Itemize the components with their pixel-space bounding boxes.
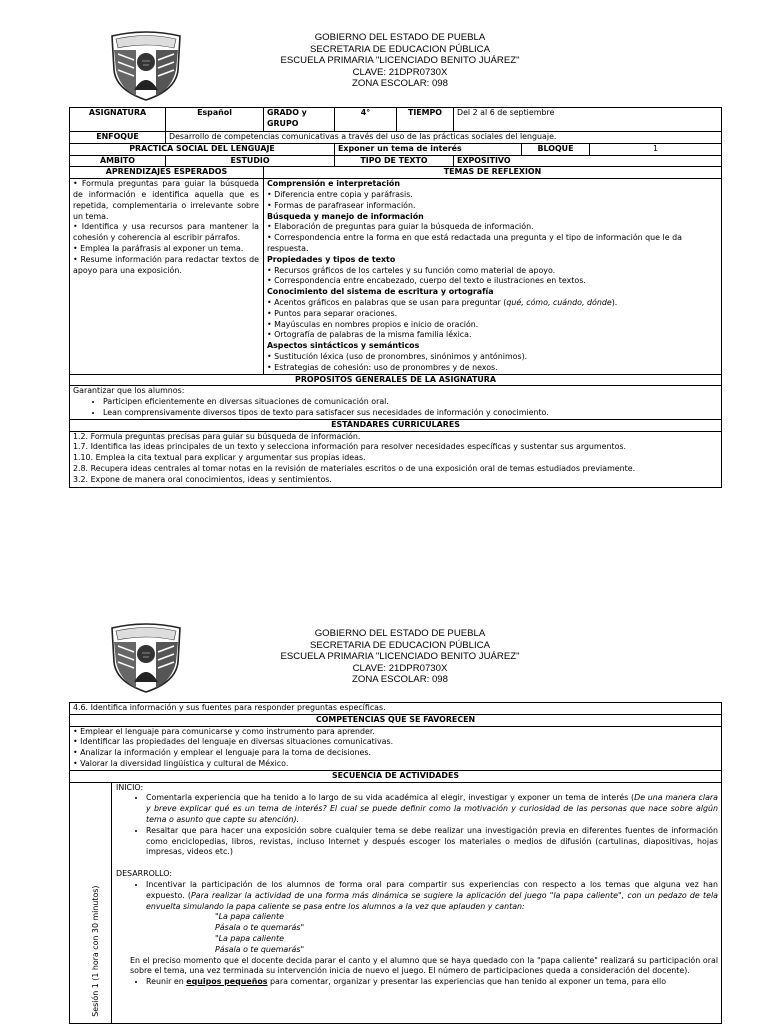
tema-item: • Correspondencia entre la forma en que está redactada una pregunta y el tipo de información que le da respuesta.	[267, 233, 682, 253]
estandar-item: 1.2. Formula preguntas precisas para guiar su búsqueda de información.	[73, 431, 361, 441]
asignatura-value: Español	[166, 108, 264, 132]
header-line-clave: CLAVE: 21DPR0730X	[352, 662, 448, 674]
propositos-label: PROPOSITOS GENERALES DE LA ASIGNATURA	[70, 374, 722, 386]
desarrollo-list-2	[116, 977, 718, 988]
tema-item: • Elaboración de preguntas para guiar la búsqueda de información.	[267, 222, 534, 232]
ambito-label: ÁMBITO	[70, 155, 166, 167]
header-line-secretaria: SECRETARIA DE EDUCACION PÚBLICA	[309, 43, 490, 55]
aprendizaje-item: • Identifica y usa recursos para mantener la cohesión y coherencia al escribir párrafos.	[73, 222, 259, 243]
aprendizajes-list	[70, 179, 264, 374]
inicio-label: INICIO:	[116, 782, 144, 792]
competencia-item: • Identificar las propiedades del lenguaje en diversas situaciones comunicativas.	[73, 737, 394, 747]
tema-heading: Aspectos sintácticos y semánticos	[267, 341, 420, 351]
tema-heading: Propiedades y tipos de texto	[267, 254, 396, 264]
tema-item-acentos: • Acentos gráficos en palabras que se usan para preguntar (	[267, 297, 507, 307]
inicio-item: • Resaltar que para hacer una exposición sobre cualquier tema se debe realizar una investigación previa en diferentes fuentes de información como enciclopedias, libros, revistas, incluso Internet y después escoger los materiales o medios de difusión (cartulinas, diapositivas, hojas impresas, videos etc.)	[146, 826, 718, 858]
tema-item: • Puntos para separar oraciones.	[267, 308, 398, 318]
grado-label: GRADO y GRUPO	[264, 108, 335, 132]
inicio-item	[146, 793, 718, 825]
header-line-gobierno: GOBIERNO DEL ESTADO DE PUEBLA	[314, 32, 486, 43]
page-2	[0, 592, 768, 1017]
bloque-label: BLOQUE	[522, 143, 590, 155]
propositos-intro: Garantizar que los alumnos:	[73, 386, 185, 396]
page-2-header	[0, 592, 768, 692]
competencia-item: • Analizar la información y emplear el lenguaje para la toma de decisiones.	[73, 748, 371, 758]
inicio-list	[116, 793, 718, 858]
tema-item	[267, 298, 718, 309]
tipo-value: EXPOSITIVO	[454, 155, 722, 167]
competencia-item: • Valorar la diversidad lingüística y cultural de México.	[73, 758, 289, 768]
estandar-extra: 4.6. Identifica información y sus fuentes para responder preguntas específicas.	[70, 703, 722, 715]
tema-item: • Formas de parafrasear información.	[267, 200, 416, 210]
estandares-list	[70, 431, 722, 487]
header-line-escuela: ESCUELA PRIMARIA "LICENCIADO BENITO JUÁREZ"	[280, 55, 520, 67]
desarrollo-label: DESARROLLO:	[116, 869, 173, 879]
estandar-item: 1.7. Identifica las ideas principales de un texto y selecciona información para resolver necesidades específicas y sustentar sus argumentos.	[73, 442, 627, 452]
estandar-item: 2.8. Recupera ideas centrales al tomar notas en la revisión de materiales escritos o de una exposición oral de temas estudiados previamente.	[73, 463, 636, 473]
estandar-item: 3.2. Expone de manera oral conocimientos, ideas y sentimientos.	[73, 474, 332, 484]
ambito-value: ESTUDIO	[166, 155, 335, 167]
competencias-list	[70, 726, 722, 770]
header-line-gobierno: GOBIERNO DEL ESTADO DE PUEBLA	[314, 628, 486, 639]
desarrollo-paragraph: En el preciso momento que el docente decida parar el canto y el alumno que se haya quedado con la "papa caliente" realizará su participación oral sobre el tema, una vez terminada su intervención inicia de nuevo el juego. El número de participaciones queda a consideración del docente).	[130, 955, 719, 976]
enfoque-label: ENFOQUE	[70, 132, 166, 144]
grado-value: 4°	[335, 108, 397, 132]
desarrollo-item-text: Reunir en	[146, 977, 187, 987]
temas-label: TEMAS DE REFLEXION	[264, 167, 722, 179]
acentos-examples: qué, cómo, cuándo, dónde	[506, 297, 612, 307]
acentos-close: ).	[611, 297, 618, 307]
proposito-item: • Participen eficientemente en diversas situaciones de comunicación oral.	[103, 397, 718, 408]
competencia-item: • Emplear el lenguaje para comunicarse y como instrumento para aprender.	[73, 726, 375, 736]
song-line: "La papa caliente	[215, 933, 284, 943]
temas-list	[264, 179, 722, 374]
tema-heading: Búsqueda y manejo de información	[267, 211, 424, 221]
planning-table-1	[69, 107, 722, 488]
desarrollo-item	[146, 977, 718, 988]
song-line: Pásala o te quemarás"	[215, 923, 305, 933]
propositos-list	[73, 397, 718, 419]
tipo-label: TIPO DE TEXTO	[335, 155, 454, 167]
tiempo-value: Del 2 al 6 de septiembre	[454, 108, 722, 132]
page-1-header	[0, 0, 768, 100]
page-1	[0, 0, 768, 484]
school-crest-icon	[106, 30, 186, 102]
desarrollo-item-note: Para realizar la actividad de una forma más dinámica se sugiere la aplicación del juego "la papa caliente", con un pedazo de tela envuelta simulando la papa caliente se pasa entre los alumnos a la vez que aplauden y cantan:	[146, 890, 719, 911]
planning-table-2	[69, 702, 722, 1024]
song-line: "La papa caliente	[215, 912, 284, 922]
equipos-emphasis: equipos pequeños	[186, 977, 268, 987]
tema-heading: Conocimiento del sistema de escritura y ortografía	[267, 287, 494, 297]
header-line-secretaria: SECRETARIA DE EDUCACION PÚBLICA	[309, 639, 490, 651]
inicio-item-text: Comentarla experiencia que ha tenido a lo largo de su vida académica al elegir, investigar y exponer un tema de interés (	[146, 793, 635, 803]
aprendizaje-item: • Resume información para redactar textos de apoyo para una exposición.	[73, 254, 259, 275]
practica-label: PRACTICA SOCIAL DEL LENGUAJE	[70, 143, 335, 155]
aprendizajes-label: APRENDIZAJES ESPERADOS	[70, 167, 264, 179]
aprendizaje-item: • Emplea la paráfrasis al exponer un tema.	[73, 243, 244, 253]
tema-item: • Correspondencia entre encabezado, cuerpo del texto e ilustraciones en textos.	[267, 276, 586, 286]
header-line-escuela: ESCUELA PRIMARIA "LICENCIADO BENITO JUÁREZ"	[280, 651, 520, 663]
propositos-content	[70, 386, 722, 419]
sesion-label: Sesión 1 (1 hora con 30 minutos)	[90, 885, 100, 1017]
song-line: Pásala o te quemarás"	[215, 944, 305, 954]
desarrollo-item-text: Incentivar la participación de los alumnos de forma oral para compartir sus experiencias con respecto a los temas que alguna vez han expuesto. (	[146, 879, 719, 900]
tema-item: • Estrategias de cohesión: uso de pronombres y de nexos.	[267, 362, 498, 372]
tema-item: • Sustitución léxica (uso de pronombres, sinónimos y antónimos).	[267, 351, 528, 361]
school-crest-icon	[106, 622, 186, 694]
desarrollo-item-rest: para comentar, organizar y presentar las experiencias que han tenido al exponer un tema, para ello	[267, 977, 667, 987]
header-line-clave: CLAVE: 21DPR0730X	[352, 66, 448, 78]
enfoque-value: Desarrollo de competencias comunicativas a través del uso de las prácticas sociales del lenguaje.	[166, 132, 722, 144]
secuencia-label: SECUENCIA DE ACTIVIDADES	[70, 770, 722, 782]
asignatura-label: ASIGNATURA	[70, 108, 166, 132]
estandar-item: 1.10. Emplea la cita textual para explicar y argumentar sus propias ideas.	[73, 453, 366, 463]
sesion-activities	[112, 782, 722, 1023]
desarrollo-list	[116, 880, 718, 912]
practica-value: Exponer un tema de interés	[335, 143, 522, 155]
tema-heading: Comprensión e interpretación	[267, 179, 400, 189]
header-line-zona: ZONA ESCOLAR: 098	[352, 674, 448, 686]
tiempo-label: TIEMPO	[397, 108, 454, 132]
aprendizaje-item: • Formula preguntas para guiar la búsqueda de información e identifica aquella que es repetida, complementaria o irrelevante sobre un tema.	[73, 179, 259, 221]
competencias-label: COMPETENCIAS QUE SE FAVORECEN	[70, 714, 722, 726]
header-line-zona: ZONA ESCOLAR: 098	[352, 78, 448, 90]
header-text	[250, 628, 550, 686]
bloque-value: 1	[590, 143, 722, 155]
sesion-cell	[70, 782, 112, 1023]
header-text	[250, 32, 550, 90]
proposito-item: • Lean comprensivamente diversos tipos de texto para satisfacer sus necesidades de información y conocimiento.	[103, 408, 718, 419]
tema-item: • Recursos gráficos de los carteles y su función como material de apoyo.	[267, 265, 556, 275]
inicio-item-note: De una manera clara y breve explicar qué es un tema de interés? El cual se puede definir como la motivación y curiosidad de las personas que nace sobre algún tema o asunto que capte su atención).	[146, 793, 719, 824]
estandares-label: ESTÁNDARES CURRICULARES	[70, 419, 722, 431]
tema-item: • Mayúsculas en nombres propios e inicio de oración.	[267, 319, 479, 329]
desarrollo-item	[146, 880, 718, 912]
tema-item: • Diferencia entre copia y paráfrasis.	[267, 189, 413, 199]
tema-item: • Ortografía de palabras de la misma familia léxica.	[267, 330, 472, 340]
